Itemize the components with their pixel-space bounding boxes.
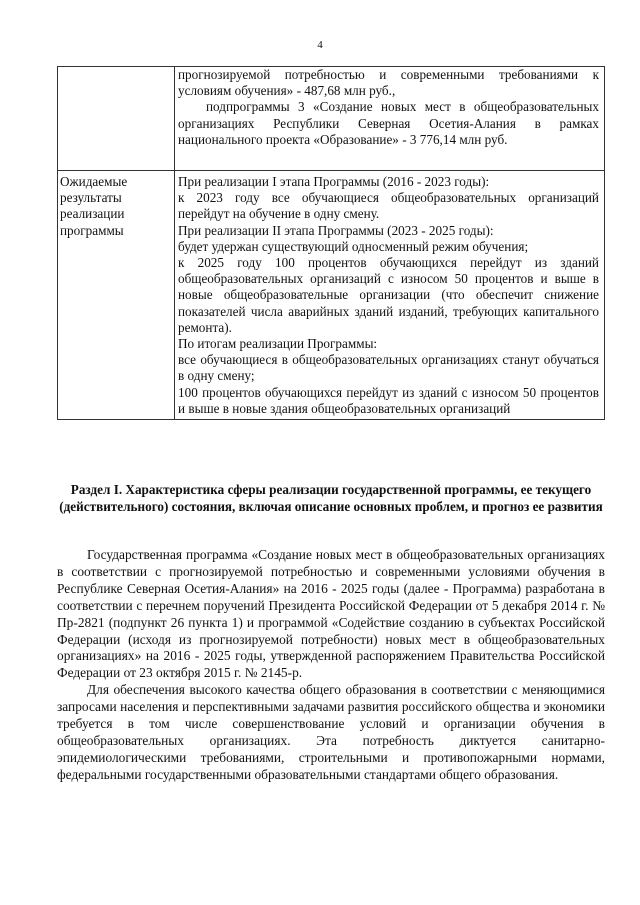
result-line: При реализации II этапа Программы (2023 - 2025 годы): [178, 222, 494, 238]
table-row [58, 171, 605, 420]
result-line: все обучающиеся в общеобразовательных организациях станут обучаться в одну смену; [178, 352, 599, 384]
funding-paragraph: подпрограммы 3 «Создание новых мест в общеобразовательных организациях Республики Северная Осетия-Алания в рамках национального проекта «Образование» - 3 776,14 млн руб. [178, 99, 599, 147]
program-passport-table [57, 66, 605, 420]
result-line: При реализации I этапа Программы (2016 - 2023 годы): [178, 174, 490, 190]
section-title: Раздел I. Характеристика сферы реализации государственной программы, ее текущего (действительного) состояния, включая описание основных проблем, и прогноз ее развития [59, 482, 603, 514]
result-line: будет удержан существующий односменный режим обучения; [178, 238, 529, 254]
row-content [175, 67, 605, 171]
result-line: к 2023 году все обучающиеся общеобразовательных организаций перейдут на обучение в одну смену. [178, 190, 599, 222]
page-number: 4 [317, 39, 323, 51]
funding-paragraph: прогнозируемой потребностью и современными требованиями к условиям обучения» - 487,68 млн руб., [178, 67, 599, 99]
result-line: По итогам реализации Программы: [178, 336, 378, 352]
row-label [58, 67, 175, 171]
result-line: к 2025 году 100 процентов обучающихся перейдут из зданий общеобразовательных организаций с износом 50 процентов и выше в новые общеобразовательные организации (что обеспечит снижение показателей числа аварийных зданий изданий, требующих капитального ремонта). [178, 255, 599, 335]
row-content-expected-results [175, 171, 605, 420]
section-body [57, 547, 605, 784]
body-paragraph: Для обеспечения высокого качества общего образования в соответствии с меняющимися запросами населения и перспективными задачами развития российского общества и экономики требуется в том числе совершенствование условий и организации обучения в общеобразовательных организациях. Эта потребность диктуется санитарно-эпидемиологическими требованиями, строительными и противопожарными нормами, федеральными государственными образовательными стандартами общего образования. [57, 682, 605, 782]
row-label-expected-results: Ожидаемые результаты реализации программы [58, 171, 175, 420]
body-paragraph: Государственная программа «Создание новых мест в общеобразовательных организациях в соответствии с прогнозируемой потребностью и современными условиями обучения в Республике Северная Осетия-Алания» на 2016 - 2025 годы (далее - Программа) разработана в соответствии с перечнем поручений Президента Российской Федерации от 5 декабря 2014 г. № Пр-2821 (подпункт 26 пункта 1) и программой «Содействие созданию в субъектах Российской Федерации (исходя из прогнозируемой потребности) новых мест в общеобразовательных организациях» на 2016 - 2025 годы, утвержденной распоряжением Правительства Российской Федерации от 23 октября 2015 г. № 2145-р. [57, 547, 605, 681]
table-row [58, 67, 605, 171]
result-line: 100 процентов обучающихся перейдут из зданий с износом 50 процентов и выше в новые здания общеобразовательных организаций [178, 384, 599, 416]
